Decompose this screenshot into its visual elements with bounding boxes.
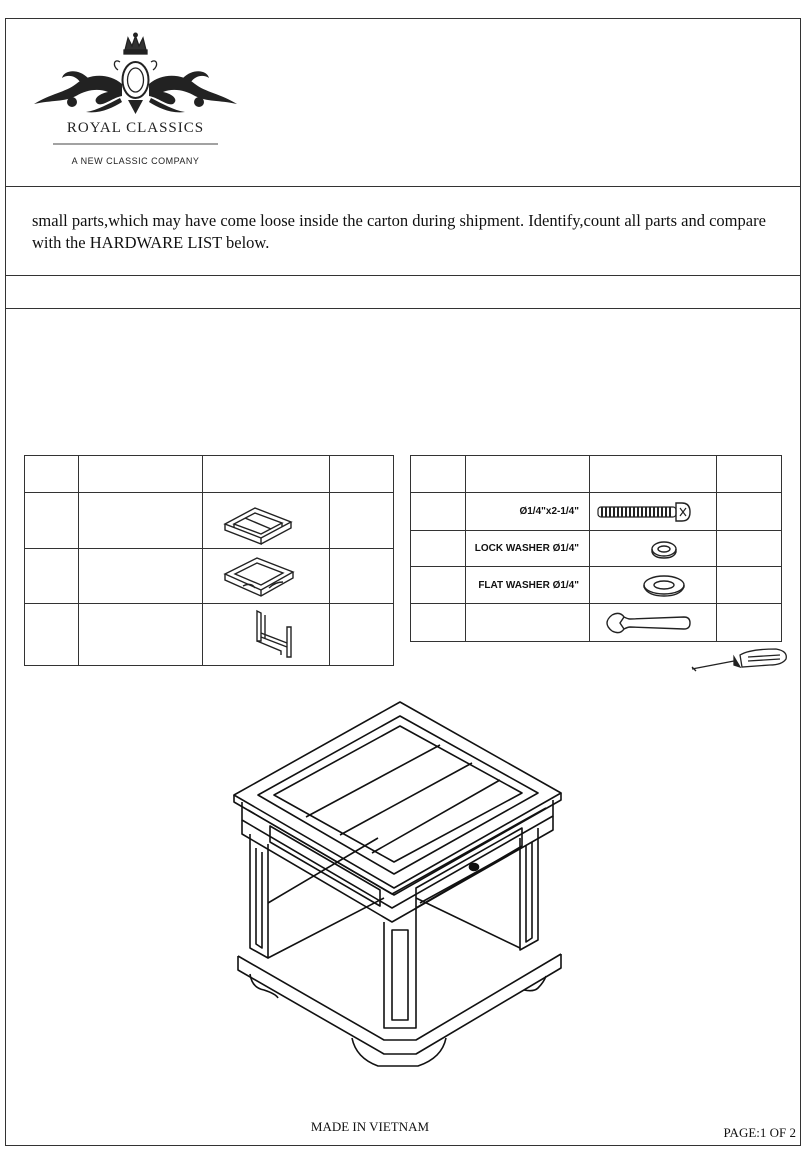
table-row	[25, 604, 394, 666]
table-row	[411, 531, 782, 567]
table-row	[411, 567, 782, 604]
page-number: PAGE:1 OF 2	[723, 1125, 796, 1140]
part-qty	[330, 493, 394, 549]
hardware-table	[410, 455, 782, 642]
royal-classics-logo	[28, 32, 243, 172]
hardware-no	[411, 493, 466, 531]
parts-table	[24, 455, 394, 666]
hardware-header-no	[411, 456, 466, 493]
hardware-qty	[717, 604, 782, 642]
parts-table-header-row	[25, 456, 394, 493]
hardware-no	[411, 567, 466, 604]
part-name	[79, 493, 203, 549]
lock-washer-icon	[590, 532, 716, 566]
hardware-header-name	[466, 456, 590, 493]
table-row	[411, 493, 782, 531]
part-image-cell	[203, 549, 330, 604]
hardware-image-cell	[590, 531, 717, 567]
hardware-name: FLAT WASHER Ø1/4"	[466, 567, 590, 604]
part-no	[25, 604, 79, 666]
part-qty	[330, 604, 394, 666]
section-divider	[5, 308, 801, 309]
parts-header-image	[203, 456, 330, 493]
square-base-frame-icon	[203, 550, 329, 603]
hardware-name: LOCK WASHER Ø1/4"	[466, 531, 590, 567]
square-frame-with-crossbar-icon	[203, 494, 329, 548]
hardware-name: Ø1/4"x2-1/4"	[466, 493, 590, 531]
intro-paragraph: small parts,which may have come loose inside the carton during shipment. Identify,count all parts and compare with the HARDWARE LIST below.	[32, 211, 766, 252]
table-row	[25, 493, 394, 549]
crown-crest-icon	[28, 32, 243, 122]
part-image-cell	[203, 604, 330, 666]
end-table-icon	[228, 698, 573, 1078]
hardware-qty	[717, 493, 782, 531]
logo-underline	[53, 142, 218, 146]
u-shaped-bracket-icon	[203, 605, 329, 665]
part-no	[25, 493, 79, 549]
part-name	[79, 549, 203, 604]
table-row	[25, 549, 394, 604]
screwdriver-icon	[690, 645, 790, 675]
part-image-cell	[203, 493, 330, 549]
table-row	[411, 604, 782, 642]
parts-header-no	[25, 456, 79, 493]
hardware-no	[411, 604, 466, 642]
flat-washer-icon	[590, 568, 716, 603]
part-qty	[330, 549, 394, 604]
wrench-icon	[590, 605, 716, 641]
made-in-label: MADE IN VIETNAM	[310, 1119, 430, 1134]
intro-divider	[5, 275, 801, 276]
part-name	[79, 604, 203, 666]
hardware-image-cell	[590, 567, 717, 604]
hardware-table-header-row	[411, 456, 782, 493]
hardware-qty	[717, 567, 782, 604]
hardware-image-cell	[590, 604, 717, 642]
parts-header-qty	[330, 456, 394, 493]
parts-header-name	[79, 456, 203, 493]
part-no	[25, 549, 79, 604]
bolt-icon	[590, 494, 716, 530]
header-divider	[5, 186, 801, 187]
hardware-header-qty	[717, 456, 782, 493]
hardware-header-image	[590, 456, 717, 493]
hardware-image-cell	[590, 493, 717, 531]
hardware-name	[466, 604, 590, 642]
brand-name: ROYAL CLASSICS	[66, 120, 205, 136]
hardware-qty	[717, 531, 782, 567]
hardware-no	[411, 531, 466, 567]
brand-tagline: A NEW CLASSIC COMPANY	[71, 156, 200, 166]
